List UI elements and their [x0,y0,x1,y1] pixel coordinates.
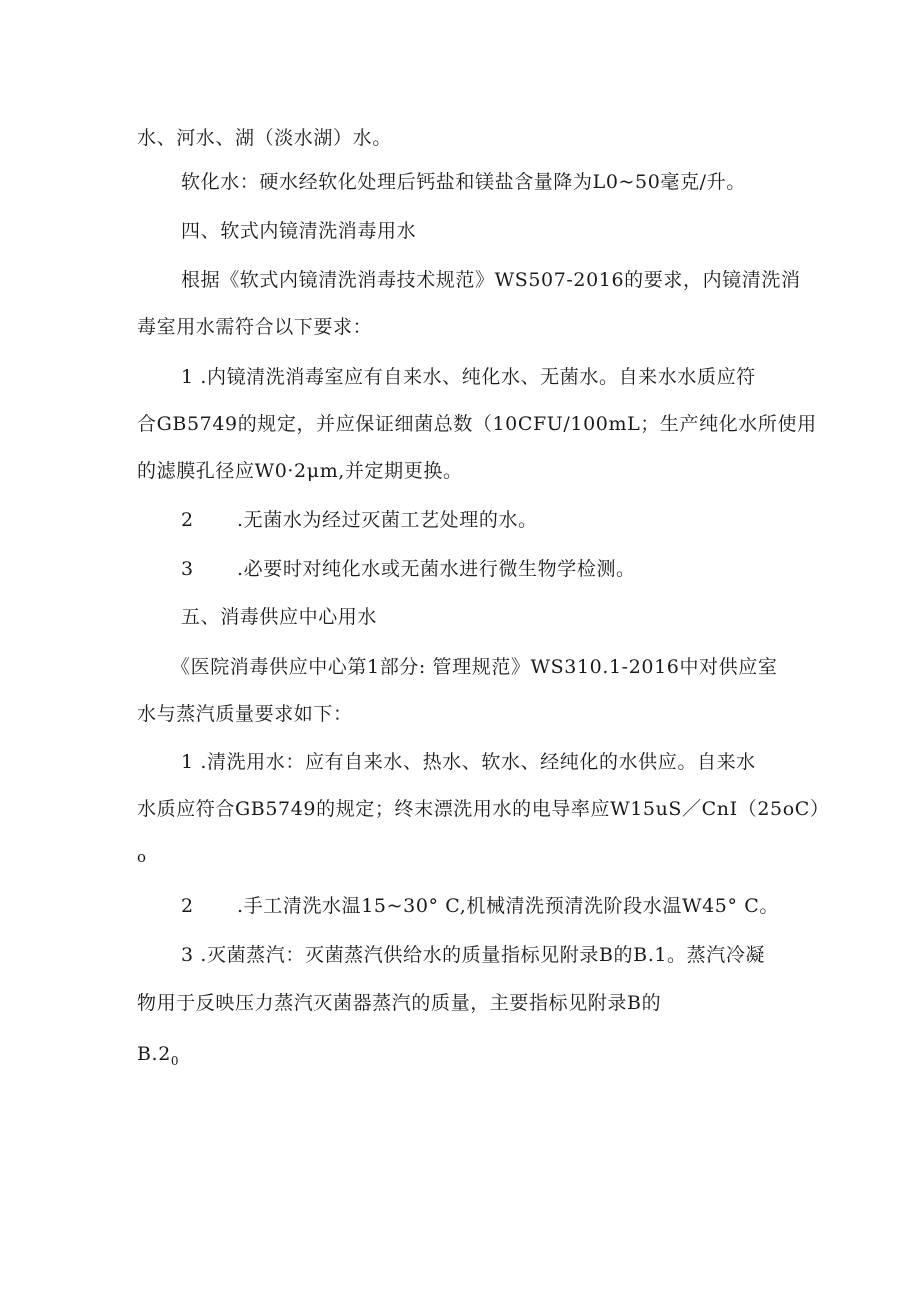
supply-item-1-line2: 水质应符合GB5749的规定；终末漂洗用水的电导率应W15uS／CnI（25oC） [137,798,830,820]
list-item-3 [181,557,636,581]
supply-item-3-ref: B.2 [137,1043,171,1065]
paragraph-endoscope-standard-line2: 毒室用水需符合以下要求： [137,316,373,338]
supply-item-3-ref-subscript: 0 [170,1053,180,1068]
list-item-1-line1: 1 .内镜清洗消毒室应有自来水、纯化水、无菌水。自来水水质应符 [181,366,756,388]
list-item-2 [181,508,538,532]
supply-item-3-line2: 物用于反映压力蒸汽灭菌器蒸汽的质量，主要指标见附录B的 [137,992,662,1014]
list-item-2-text: .无菌水为经过灭菌工艺处理的水。 [237,509,538,531]
list-item-2-number: 2 [181,509,194,531]
paragraph-supply-standard-line2: 水与蒸汽质量要求如下： [137,703,353,725]
supply-item-2 [181,894,779,918]
section-heading-endoscope-water: 四、软式内镜清洗消毒用水 [181,220,417,242]
supply-item-3-line1: 3 .灭菌蒸汽：灭菌蒸汽供给水的质量指标见附录B的B.1。蒸汽冷凝 [181,944,766,966]
list-item-3-number: 3 [181,558,194,580]
paragraph-softened-water: 软化水：硬水经软化处理后钙盐和镁盐含量降为L0~50毫克/升。 [181,171,746,193]
section-heading-supply-center-water: 五、消毒供应中心用水 [181,606,378,628]
list-item-3-text: .必要时对纯化水或无菌水进行微生物学检测。 [237,558,636,580]
paragraph-supply-standard-line1: 《医院消毒供应中心第1部分: 管理规范》WS310.1-2016中对供应室 [171,656,778,678]
supply-item-2-text: .手工清洗水温15~30° C,机械清洗预清洗阶段水温W45° C。 [237,895,779,917]
list-item-1-line3: 的滤膜孔径应W0·2μm,并定期更换。 [137,460,463,482]
supply-item-1-line3: o [137,848,147,866]
supply-item-1-line1: 1 .清洗用水：应有自来水、热水、软水、经纯化的水供应。自来水 [181,751,756,773]
supply-item-3-line3 [137,1042,179,1073]
supply-item-2-number: 2 [181,895,194,917]
paragraph-water-sources-end: 水、河水、湖（淡水湖）水。 [137,127,392,149]
paragraph-endoscope-standard-line1: 根据《软式内镜清洗消毒技术规范》WS507-2016的要求，内镜清洗消 [181,269,801,291]
list-item-1-line2: 合GB5749的规定，并应保证细菌总数（10CFU/100mL；生产纯化水所使用 [137,413,817,435]
